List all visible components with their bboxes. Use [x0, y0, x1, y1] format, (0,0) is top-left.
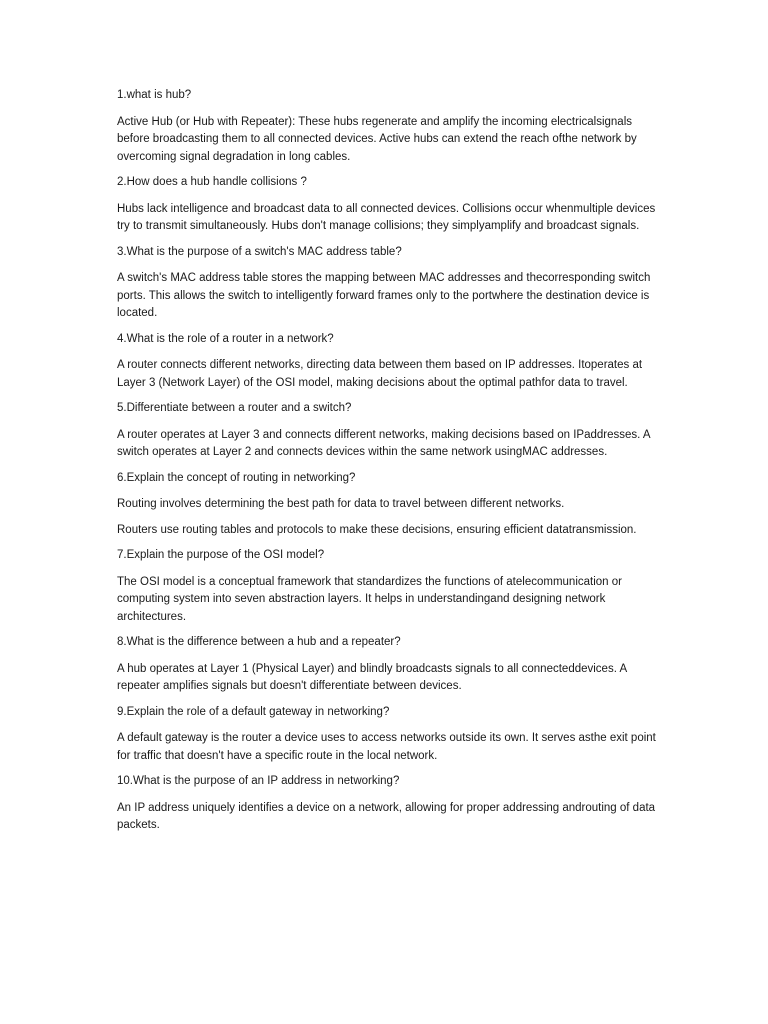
- qa-item-4: [117, 331, 657, 393]
- qa-item-10: [117, 773, 657, 835]
- answer-5: A router operates at Layer 3 and connects different networks, making decisions based on IPaddresses. A switch operates at Layer 2 and connects devices within the same network usingMAC addresses.: [117, 428, 654, 458]
- answer-1: Active Hub (or Hub with Repeater): These hubs regenerate and amplify the incoming electricalsignals before broadcasting them to all connected devices. Active hubs can extend the reach ofthe network by overcoming signal degradation in long cables.: [117, 115, 640, 163]
- question-2: 2.How does a hub handle collisions ?: [117, 176, 307, 188]
- answer-6b: Routers use routing tables and protocols to make these decisions, ensuring efficient datatransmission.: [117, 523, 637, 536]
- qa-item-8: [117, 634, 657, 696]
- question-6: 6.Explain the concept of routing in networking?: [117, 471, 356, 484]
- answer-10: An IP address uniquely identifies a device on a network, allowing for proper addressing androuting of data packets.: [117, 801, 659, 831]
- question-7: 7.Explain the purpose of the OSI model?: [117, 549, 325, 561]
- answer-4: A router connects different networks, directing data between them based on IP addresses. Itoperates at Layer 3 (Network Layer) of the OSI model, making decisions about the optimal pathfor data to travel.: [117, 359, 646, 389]
- answer-7: The OSI model is a conceptual framework that standardizes the functions of atelecommunication or computing system into seven abstraction layers. It helps in understandingand designing network architectures.: [117, 575, 626, 623]
- qa-item-7: [117, 547, 657, 626]
- question-5: 5.Differentiate between a router and a switch?: [117, 402, 352, 414]
- question-3: 3.What is the purpose of a switch's MAC address table?: [117, 245, 402, 258]
- question-8: 8.What is the difference between a hub and a repeater?: [117, 636, 401, 648]
- qa-item-2: [117, 174, 657, 236]
- question-9: 9.Explain the role of a default gateway in networking?: [117, 705, 390, 718]
- answer-8: A hub operates at Layer 1 (Physical Layer) and blindly broadcasts signals to all connecteddevices. A repeater amplifies signals but doesn't differentiate between devices.: [117, 662, 630, 692]
- answer-2: Hubs lack intelligence and broadcast data to all connected devices. Collisions occur whenmultiple devices try to transmit simultaneously. Hubs don't manage collisions; they simplyamplify and broadcast signals.: [117, 202, 659, 232]
- answer-6a: Routing involves determining the best path for data to travel between different networks.: [117, 498, 565, 510]
- qa-item-1: [117, 87, 657, 166]
- answer-3: A switch's MAC address table stores the mapping between MAC addresses and thecorresponding switch ports. This allows the switch to intelligently forward frames only to the portwhere the destination device is located.: [117, 272, 654, 319]
- question-1: 1.what is hub?: [117, 89, 192, 101]
- qa-item-5: [117, 400, 657, 462]
- document-page: [117, 87, 660, 843]
- question-10: 10.What is the purpose of an IP address in networking?: [117, 775, 400, 787]
- question-4: 4.What is the role of a router in a network?: [117, 332, 334, 345]
- qa-item-3: [117, 244, 657, 323]
- answer-9: A default gateway is the router a device uses to access networks outside its own. It serves asthe exit point for traffic that doesn't have a specific route in the local network.: [117, 732, 660, 762]
- qa-item-6: [117, 470, 657, 540]
- qa-item-9: [117, 704, 660, 766]
